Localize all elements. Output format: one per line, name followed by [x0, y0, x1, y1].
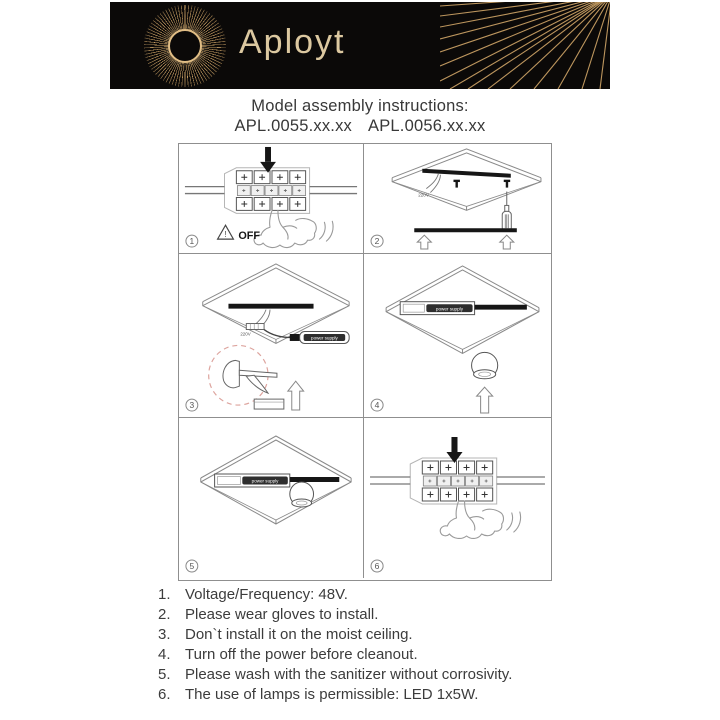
- ceiling-surface: [392, 149, 541, 210]
- voltage-label: 220V: [418, 192, 429, 198]
- panel-number-badge: [186, 399, 198, 411]
- power-supply-label: power supply: [311, 335, 338, 341]
- instruction-text: Please wear gloves to install.: [185, 606, 379, 623]
- instruction-number: 4.: [158, 646, 171, 663]
- instruction-number: 2.: [158, 606, 171, 623]
- instruction-panel-6: [364, 418, 551, 578]
- svg-text:6: 6: [374, 561, 380, 571]
- track-bar-loose: [414, 228, 517, 232]
- instruction-text: Don`t install it on the moist ceiling.: [185, 626, 413, 643]
- plug: [290, 334, 300, 341]
- connector-scene: [370, 437, 545, 538]
- mounting-clip-detail: [223, 360, 277, 393]
- instruction-number: 1.: [158, 586, 171, 603]
- screwdriver-icon: [502, 192, 511, 232]
- instruction-text: Voltage/Frequency: 48V.: [185, 586, 348, 603]
- sunburst-core: [168, 29, 202, 63]
- mounting-box: [254, 399, 284, 409]
- instruction-number: 5.: [158, 666, 171, 683]
- title-block: [110, 97, 610, 136]
- decorative-rays-icon: [440, 2, 610, 89]
- instruction-item: [158, 605, 598, 625]
- screw-icons: [453, 180, 510, 188]
- spotlight-fixture: [472, 352, 498, 378]
- model-number-2: APL.0056.xx.xx: [368, 117, 486, 135]
- instruction-panel-5: [179, 418, 364, 578]
- instruction-number: 3.: [158, 626, 171, 643]
- instruction-item: [158, 665, 598, 685]
- svg-text:4: 4: [374, 400, 380, 411]
- panel-number-badge: [186, 235, 198, 247]
- up-arrow-icons: [417, 235, 514, 249]
- page-title: Model assembly instructions:: [251, 97, 469, 115]
- instruction-item: [158, 585, 598, 605]
- spotlight-fixture: [290, 482, 314, 507]
- panel-number-badge: [371, 399, 383, 411]
- voltage-label: 220V: [240, 331, 251, 337]
- panel-number-badge: [371, 235, 383, 247]
- svg-text:2: 2: [374, 236, 380, 247]
- instruction-text: Please wash with the sanitizer without corrosivity.: [185, 666, 513, 683]
- instruction-item: [158, 645, 598, 665]
- instruction-panel-3: [179, 254, 364, 418]
- model-number-1: APL.0055.xx.xx: [234, 117, 352, 135]
- svg-text:3: 3: [189, 400, 195, 411]
- panel-number-badge: [186, 560, 198, 572]
- up-arrow-icon: [288, 381, 304, 410]
- instruction-grid: [178, 143, 552, 581]
- instruction-panel-4: [364, 254, 551, 418]
- instruction-panel-2: [364, 144, 551, 254]
- brand-wordmark: Aployt: [239, 23, 346, 61]
- instruction-item: [158, 685, 598, 705]
- brand-banner: [110, 2, 610, 89]
- power-supply-label: power supply: [435, 306, 464, 312]
- off-label: OFF: [238, 230, 261, 243]
- instruction-item: [158, 625, 598, 645]
- track-bar: [228, 304, 313, 309]
- power-supply-box: [300, 332, 349, 344]
- instruction-number: 6.: [158, 686, 171, 703]
- svg-text:5: 5: [189, 560, 195, 572]
- instruction-list: [158, 585, 598, 705]
- up-arrow-icon: [477, 387, 493, 413]
- instruction-text: The use of lamps is permissible: LED 1x5W.: [185, 686, 479, 703]
- instruction-text: Turn off the power before cleanout.: [185, 646, 418, 663]
- warning-mark: !: [224, 230, 227, 240]
- svg-text:1: 1: [189, 236, 195, 247]
- panel-number-badge: [371, 560, 383, 572]
- wire-connector: [246, 324, 264, 330]
- model-numbers: [110, 117, 610, 136]
- power-supply-label: power supply: [251, 478, 279, 484]
- instruction-panel-1: [179, 144, 364, 254]
- warning-off: [218, 225, 261, 242]
